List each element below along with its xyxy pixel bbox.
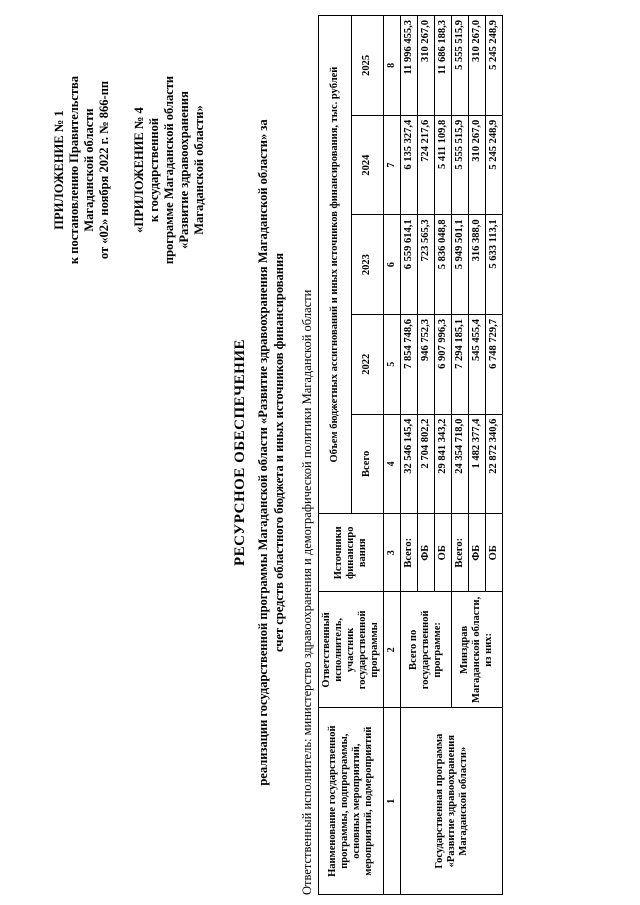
funding-table <box>318 15 503 895</box>
header-program-name: Наименование государственной программы, подпрограммы, основных мероприятий, мероприятий, подмероприятий <box>319 708 384 895</box>
source-cell: Всего: <box>452 514 469 592</box>
appendix-4-line: программе Магаданской области <box>162 75 176 265</box>
appendix-4-line: «ПРИЛОЖЕНИЕ № 4 <box>132 107 146 233</box>
value-cell: 29 841 343,2 <box>435 414 452 514</box>
value-cell: 5 555 515,9 <box>452 115 469 215</box>
source-cell: Всего: <box>401 514 418 592</box>
document-title: РЕСУРСНОЕ ОБЕСПЕЧЕНИЕ <box>232 338 248 567</box>
column-index: 3 <box>384 514 401 592</box>
appendix-4-block <box>132 25 207 315</box>
executor-cell: Минздрав Магаданской области, из них: <box>452 592 503 708</box>
column-index: 2 <box>384 592 401 708</box>
header-year-2023: 2023 <box>351 215 384 315</box>
value-cell: 545 455,4 <box>469 314 486 414</box>
appendix-1-line: от «02» ноября 2022 г. № 866-пп <box>97 80 111 260</box>
appendix-4-line: Магаданской области» <box>192 105 206 235</box>
value-cell: 7 294 185,1 <box>452 314 469 414</box>
appendix-1-line: ПРИЛОЖЕНИЕ № 1 <box>52 110 66 230</box>
document-subtitle-line-1: реализации государственной программы Магаданской области «Развитие здравоохранения Магаданской области» за <box>256 119 270 786</box>
header-year-2024: 2024 <box>351 115 384 215</box>
value-cell: 310 267,0 <box>469 16 486 116</box>
value-cell: 5 555 515,9 <box>452 16 469 116</box>
column-index: 7 <box>384 115 401 215</box>
value-cell: 6 559 614,1 <box>401 215 418 315</box>
header-executor: Ответственный исполнитель, участник государственной программы <box>319 592 384 708</box>
value-cell: 6 135 327,4 <box>401 115 418 215</box>
value-cell: 5 633 113,1 <box>486 215 503 315</box>
column-index: 5 <box>384 314 401 414</box>
header-volume: Объем бюджетных ассигнований и иных источников финансирования, тыс. рублей <box>319 16 352 514</box>
program-name-cell: Государственная программа «Развитие здравоохранения Магаданской области» <box>401 708 503 895</box>
value-cell: 316 388,0 <box>469 215 486 315</box>
source-cell: ОБ <box>486 514 503 592</box>
column-index: 8 <box>384 16 401 116</box>
value-cell: 32 546 145,4 <box>401 414 418 514</box>
value-cell: 724 217,6 <box>418 115 435 215</box>
value-cell: 5 836 048,8 <box>435 215 452 315</box>
source-cell: ФБ <box>418 514 435 592</box>
value-cell: 11 686 188,3 <box>435 16 452 116</box>
column-index: 1 <box>384 708 401 895</box>
value-cell: 22 872 340,6 <box>486 414 503 514</box>
appendix-4-line: к государственной <box>147 117 161 223</box>
value-cell: 310 267,0 <box>469 115 486 215</box>
column-index: 6 <box>384 215 401 315</box>
executor-cell: Всего по государственной программе: <box>401 592 452 708</box>
document-subtitle-line-2: счет средств областного бюджета и иных источников финансирования <box>272 253 286 652</box>
value-cell: 2 704 802,2 <box>418 414 435 514</box>
value-cell: 946 752,3 <box>418 314 435 414</box>
value-cell: 5 245 248,9 <box>486 115 503 215</box>
value-cell: 7 854 748,6 <box>401 314 418 414</box>
value-cell: 5 245 248,9 <box>486 16 503 116</box>
header-year-total: Всего <box>351 414 384 514</box>
value-cell: 723 565,3 <box>418 215 435 315</box>
appendix-1-line: к постановлению Правительства <box>67 75 81 265</box>
responsible-executor: Ответственный исполнитель: министерство здравоохранения и демографической политики Магаданской области <box>300 289 314 895</box>
appendix-1-line: Магаданской области <box>82 108 96 232</box>
header-year-2022: 2022 <box>351 314 384 414</box>
value-cell: 5 949 501,1 <box>452 215 469 315</box>
value-cell: 5 411 109,8 <box>435 115 452 215</box>
appendix-1-block <box>52 25 112 315</box>
source-cell: ОБ <box>435 514 452 592</box>
value-cell: 24 354 718,0 <box>452 414 469 514</box>
table-row <box>401 16 418 895</box>
value-cell: 11 996 455,3 <box>401 16 418 116</box>
value-cell: 6 907 996,3 <box>435 314 452 414</box>
header-year-2025: 2025 <box>351 16 384 116</box>
value-cell: 1 482 377,4 <box>469 414 486 514</box>
value-cell: 310 267,0 <box>418 16 435 116</box>
source-cell: ФБ <box>469 514 486 592</box>
value-cell: 6 748 729,7 <box>486 314 503 414</box>
column-index: 4 <box>384 414 401 514</box>
appendix-4-line: «Развитие здравоохранения <box>177 91 191 249</box>
header-funding-source: Источники финансиро вания <box>319 514 384 592</box>
